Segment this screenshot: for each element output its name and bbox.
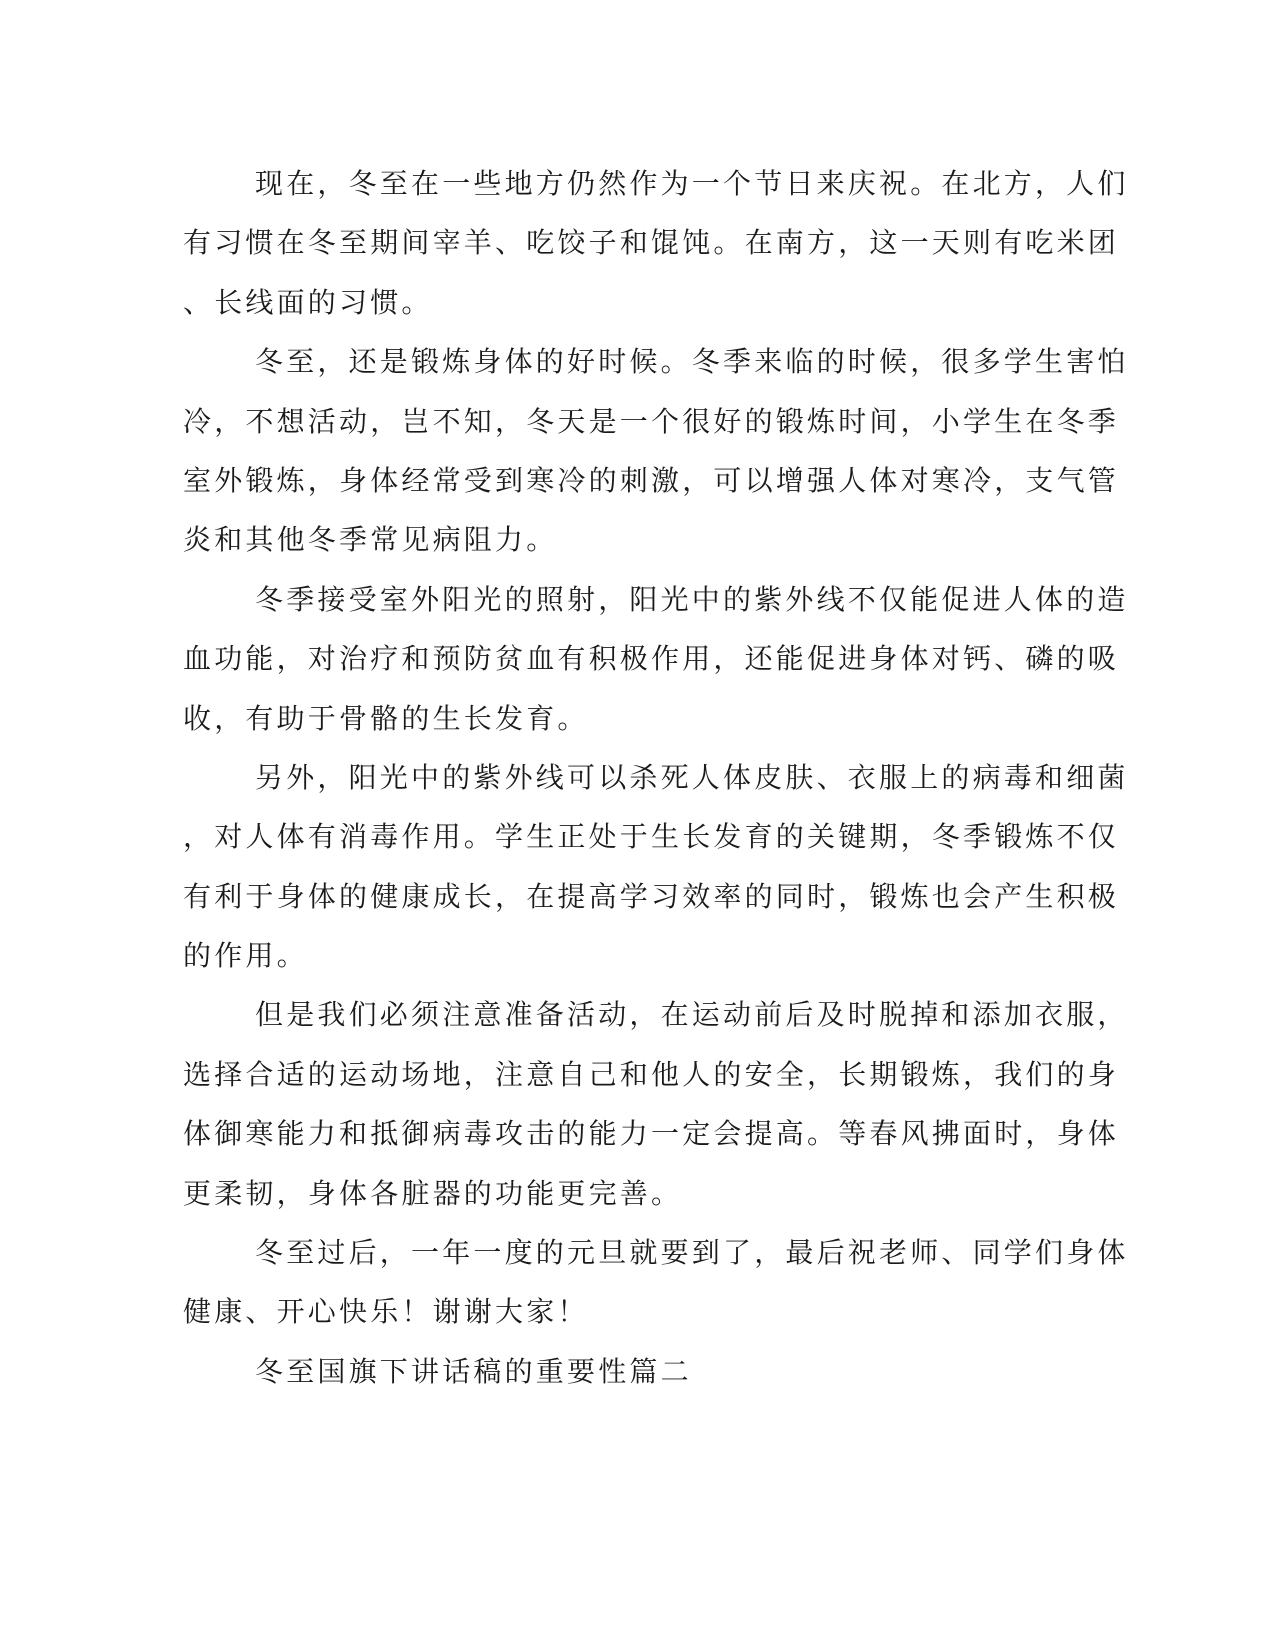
paragraph-5-line-4: 更柔韧，身体各脏器的功能更完善。 [183, 1176, 683, 1210]
paragraph-2-line-4: 炎和其他冬季常见病阻力。 [183, 523, 558, 557]
paragraph-4-line-3: 有利于身体的健康成长，在提高学习效率的同时，锻炼也会产生积极 [183, 879, 1120, 913]
paragraph-1-line-2: 有习惯在冬至期间宰羊、吃饺子和馄饨。在南方，这一天则有吃米团 [183, 226, 1120, 260]
paragraph-5-line-1: 但是我们必须注意准备活动，在运动前后及时脱掉和添加衣服， [255, 998, 1129, 1032]
paragraph-4-line-4: 的作用。 [183, 939, 308, 973]
paragraph-3-line-2: 血功能，对治疗和预防贫血有积极作用，还能促进身体对钙、磷的吸 [183, 642, 1120, 676]
paragraph-2-line-1: 冬至，还是锻炼身体的好时候。冬季来临的时候，很多学生害怕 [255, 345, 1129, 379]
paragraph-1-line-1: 现在，冬至在一些地方仍然作为一个节日来庆祝。在北方，人们 [255, 167, 1129, 200]
paragraph-6-line-2: 健康、开心快乐！谢谢大家！ [183, 1295, 589, 1329]
paragraph-2-line-3: 室外锻炼，身体经常受到寒冷的刺激，可以增强人体对寒冷，支气管 [183, 463, 1120, 497]
paragraph-2-line-2: 冷，不想活动，岂不知，冬天是一个很好的锻炼时间，小学生在冬季 [183, 404, 1120, 438]
section-heading: 冬至国旗下讲话稿的重要性篇二 [255, 1354, 692, 1388]
paragraph-1-line-3: 、长线面的习惯。 [183, 285, 433, 319]
paragraph-5-line-3: 体御寒能力和抵御病毒攻击的能力一定会提高。等春风拂面时，身体 [183, 1117, 1120, 1151]
paragraph-3-line-3: 收，有助于骨骼的生长发育。 [183, 701, 589, 735]
document-body [183, 154, 1129, 1401]
paragraph-6-line-1: 冬至过后，一年一度的元旦就要到了，最后祝老师、同学们身体 [255, 1236, 1129, 1270]
paragraph-4-line-2: ，对人体有消毒作用。学生正处于生长发育的关键期，冬季锻炼不仅 [183, 820, 1120, 854]
paragraph-5-line-2: 选择合适的运动场地，注意自己和他人的安全，长期锻炼，我们的身 [183, 1057, 1120, 1091]
paragraph-4-line-1: 另外，阳光中的紫外线可以杀死人体皮肤、衣服上的病毒和细菌 [255, 760, 1129, 794]
paragraph-3-line-1: 冬季接受室外阳光的照射，阳光中的紫外线不仅能促进人体的造 [255, 582, 1129, 616]
